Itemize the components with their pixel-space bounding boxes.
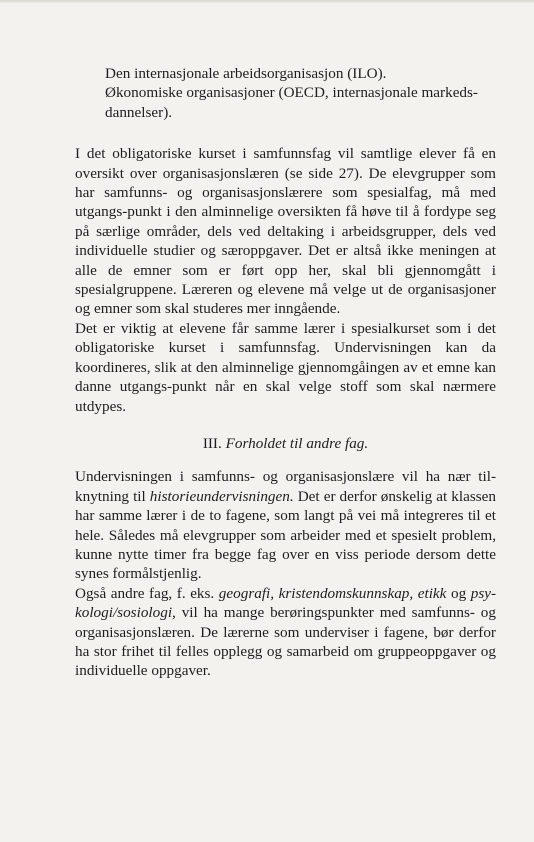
organization-list <box>75 64 496 122</box>
top-edge-rule <box>0 0 534 3</box>
subject-christianity: kristendomskunnskap, <box>278 584 414 602</box>
history-term: historieundervisningen. <box>149 487 294 505</box>
section-title: Forholdet til andre fag. <box>225 434 369 452</box>
section-heading <box>75 434 496 453</box>
section-number: III. <box>202 434 222 452</box>
page-content <box>75 64 496 681</box>
subject-geography: geografi, <box>218 584 275 602</box>
other-subjects-rest: vil ha mange berøringspunkter med samfunns- og organisasjonslæren. De lærerne som underviser i fagene, bør derfor ha stor frihet til felles opplegg og samarbeid om gruppeoppgaver og individuelle oppgaver. <box>75 604 496 680</box>
paragraph-obligatory-course: I det obligatoriske kurset i samfunnsfag vil samtlige elever få en oversikt over organisasjonslæren (se side 27). De elevgrupper som har samfunns- og organisasjonslærere som spesialfag, må med utgangs-punkt i den alminnelige oversikten få høve til å fordype seg på særlige områder, dels ved deltaking i arbeidsgrupper, dels ved individuelle studier og særoppgaver. Det er altså ikke meningen at alle de emner som er ført opp her, skal bli gjennomgått i spesialgruppene. Læreren og elevene må velge ut de organisasjoner og emner som skal studeres mer inngående. <box>75 145 496 318</box>
paragraph-same-teacher: Det er viktig at elevene får samme lærer i spesialkurset som i det obligatoriske kurset i samfunnsfag. Undervisningen kan da koordineres, slik at den alminnelige gjennomgåingen av et emne kan danne utgangs-punkt når en skal velge stoff som skal nærmere utdypes. <box>75 319 496 415</box>
other-subjects-start: Også andre fag, f. eks. <box>75 584 219 602</box>
paragraph-history-link <box>75 467 496 583</box>
paragraph-other-subjects <box>75 584 496 681</box>
subject-ethics: etikk <box>417 584 447 602</box>
list-item-economic-organizations: Økonomiske organisasjoner (OECD, internasjonale markeds-dannelser). <box>105 84 478 121</box>
history-text-start: Undervisningen i samfunns- og organisasjonslære vil ha nær til-knytning til <box>75 468 496 505</box>
list-item-ilo: Den internasjonale arbeidsorganisasjon (ILO). <box>105 65 387 82</box>
history-text-rest: Det er derfor ønskelig at klassen har samme lærer i de to fagene, som langt på vei må integreres til et hele. Således må elevgrupper som arbeider med et spesielt problem, kunne nytte timer fra begge fag over en viss periode dersom dette synes formålstjenlig. <box>75 487 496 583</box>
subject-psychology-sociology: psy-kologi/sosiologi, <box>75 584 497 622</box>
conjunction-og: og <box>446 584 471 602</box>
